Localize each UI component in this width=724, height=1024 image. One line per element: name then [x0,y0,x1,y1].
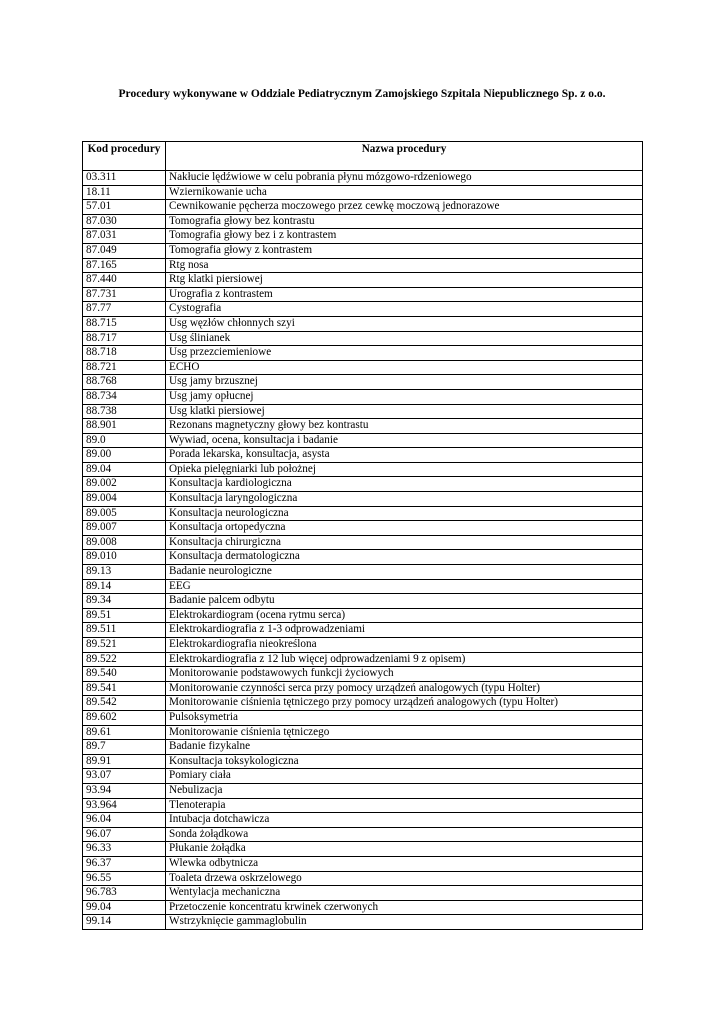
table-row [83,389,643,404]
procedure-name: Porada lekarska, konsultacja, asysta [166,448,643,463]
procedure-code: 89.541 [83,681,166,696]
procedure-name: Tomografia głowy z kontrastem [166,243,643,258]
procedure-name: Usg węzłów chłonnych szyi [166,316,643,331]
table-row [83,579,643,594]
procedure-name: Elektrokardiogram (ocena rytmu serca) [166,608,643,623]
procedure-name: Cystografia [166,302,643,317]
procedure-code: 89.61 [83,725,166,740]
table-row [83,433,643,448]
table-row [83,171,643,186]
table-row [83,798,643,813]
table-row [83,886,643,901]
table-row [83,915,643,930]
procedure-code: 89.7 [83,740,166,755]
table-row [83,681,643,696]
procedure-code: 87.165 [83,258,166,273]
table-row [83,813,643,828]
table-row [83,608,643,623]
procedure-name: Monitorowanie ciśnienia tętniczego przy pomocy urządzeń analogowych (typu Holter) [166,696,643,711]
procedure-code: 89.522 [83,652,166,667]
procedure-name: Monitorowanie czynności serca przy pomocy urządzeń analogowych (typu Holter) [166,681,643,696]
procedure-code: 89.521 [83,638,166,653]
table-row [83,623,643,638]
procedure-name: Rtg nosa [166,258,643,273]
procedure-code: 57.01 [83,200,166,215]
procedure-name: Elektrokardiografia nieokreślona [166,638,643,653]
procedure-code: 89.04 [83,462,166,477]
table-row [83,185,643,200]
procedure-code: 89.34 [83,594,166,609]
table-row [83,448,643,463]
table-row [83,667,643,682]
procedure-code: 88.734 [83,389,166,404]
table-row [83,856,643,871]
procedure-code: 87.030 [83,214,166,229]
procedure-code: 89.0 [83,433,166,448]
procedure-code: 89.004 [83,492,166,507]
header-code: Kod procedury [83,142,166,171]
table-row [83,243,643,258]
table-row [83,258,643,273]
table-row [83,740,643,755]
procedure-name: EEG [166,579,643,594]
procedure-name: Monitorowanie ciśnienia tętniczego [166,725,643,740]
table-row [83,842,643,857]
table-row [83,331,643,346]
procedure-code: 87.049 [83,243,166,258]
procedure-code: 89.602 [83,710,166,725]
procedure-name: Wentylacja mechaniczna [166,886,643,901]
procedure-name: Toaleta drzewa oskrzelowego [166,871,643,886]
procedure-name: Badanie palcem odbytu [166,594,643,609]
procedure-name: Wstrzyknięcie gammaglobulin [166,915,643,930]
procedure-code: 89.002 [83,477,166,492]
procedure-code: 89.005 [83,506,166,521]
procedure-name: Intubacja dotchawicza [166,813,643,828]
table-row [83,550,643,565]
table-row [83,696,643,711]
procedure-name: Elektrokardiografia z 12 lub więcej odprowadzeniami 9 z opisem) [166,652,643,667]
document-title: Procedury wykonywane w Oddziale Pediatrycznym Zamojskiego Szpitala Niepublicznego Sp. z o.o. [118,88,606,100]
procedure-code: 96.33 [83,842,166,857]
procedure-name: Urografia z kontrastem [166,287,643,302]
procedure-name: ECHO [166,360,643,375]
table-row [83,594,643,609]
table-row [83,346,643,361]
procedure-name: Konsultacja ortopedyczna [166,521,643,536]
procedure-name: Opieka pielęgniarki lub położnej [166,462,643,477]
table-row [83,375,643,390]
procedure-code: 88.715 [83,316,166,331]
procedure-code: 93.07 [83,769,166,784]
procedure-code: 89.542 [83,696,166,711]
procedure-name: Konsultacja toksykologiczna [166,754,643,769]
procedure-name: Usg ślinianek [166,331,643,346]
procedure-name: Badanie neurologiczne [166,565,643,580]
procedure-name: Wziernikowanie ucha [166,185,643,200]
table-row [83,871,643,886]
procedure-name: Konsultacja neurologiczna [166,506,643,521]
procedure-code: 96.04 [83,813,166,828]
table-row [83,565,643,580]
procedure-code: 88.718 [83,346,166,361]
procedure-code: 99.14 [83,915,166,930]
procedure-code: 89.511 [83,623,166,638]
procedure-name: Przetoczenie koncentratu krwinek czerwonych [166,900,643,915]
procedure-code: 88.901 [83,419,166,434]
table-row [83,419,643,434]
procedure-code: 89.007 [83,521,166,536]
procedure-name: Usg jamy opłucnej [166,389,643,404]
table-row [83,462,643,477]
table-row [83,725,643,740]
table-body [83,171,643,930]
table-row [83,229,643,244]
procedure-code: 18.11 [83,185,166,200]
procedure-code: 89.13 [83,565,166,580]
procedure-name: Konsultacja laryngologiczna [166,492,643,507]
table-row [83,200,643,215]
procedure-code: 89.008 [83,535,166,550]
procedure-name: Wywiad, ocena, konsultacja i badanie [166,433,643,448]
table-row [83,302,643,317]
table-row [83,754,643,769]
procedure-name: Nakłucie lędźwiowe w celu pobrania płynu mózgowo-rdzeniowego [166,171,643,186]
procedure-name: Monitorowanie podstawowych funkcji życiowych [166,667,643,682]
procedure-code: 96.37 [83,856,166,871]
procedure-name: Wlewka odbytnicza [166,856,643,871]
procedure-name: Pulsoksymetria [166,710,643,725]
header-name: Nazwa procedury [166,142,643,171]
procedure-code: 89.51 [83,608,166,623]
procedure-code: 88.768 [83,375,166,390]
procedure-name: Cewnikowanie pęcherza moczowego przez cewkę moczową jednorazowe [166,200,643,215]
table-row [83,638,643,653]
procedure-code: 03.311 [83,171,166,186]
procedure-code: 96.55 [83,871,166,886]
table-row [83,535,643,550]
procedure-name: Płukanie żołądka [166,842,643,857]
procedure-name: Usg jamy brzusznej [166,375,643,390]
procedures-table [82,141,643,930]
procedure-name: Elektrokardiografia z 1-3 odprowadzeniami [166,623,643,638]
procedure-code: 93.94 [83,783,166,798]
procedure-code: 89.14 [83,579,166,594]
table-row [83,287,643,302]
procedure-code: 87.031 [83,229,166,244]
procedure-code: 89.91 [83,754,166,769]
procedure-code: 96.783 [83,886,166,901]
procedure-name: Konsultacja dermatologiczna [166,550,643,565]
table-row [83,710,643,725]
table-row [83,273,643,288]
procedure-code: 96.07 [83,827,166,842]
procedure-name: Usg klatki piersiowej [166,404,643,419]
table-row [83,652,643,667]
procedure-name: Pomiary ciała [166,769,643,784]
procedure-name: Tomografia głowy bez kontrastu [166,214,643,229]
table-row [83,521,643,536]
procedure-name: Sonda żołądkowa [166,827,643,842]
procedure-code: 87.77 [83,302,166,317]
table-row [83,316,643,331]
table-row [83,769,643,784]
table-row [83,506,643,521]
procedure-code: 88.721 [83,360,166,375]
table-row [83,900,643,915]
procedure-code: 88.738 [83,404,166,419]
procedure-code: 88.717 [83,331,166,346]
procedure-name: Usg przezciemieniowe [166,346,643,361]
table-row [83,492,643,507]
procedure-code: 99.04 [83,900,166,915]
procedure-name: Tlenoterapia [166,798,643,813]
table-row [83,360,643,375]
procedure-code: 89.010 [83,550,166,565]
procedure-code: 89.00 [83,448,166,463]
procedure-name: Tomografia głowy bez i z kontrastem [166,229,643,244]
table-row [83,477,643,492]
procedure-name: Konsultacja chirurgiczna [166,535,643,550]
table-row [83,404,643,419]
table-row [83,214,643,229]
procedure-name: Konsultacja kardiologiczna [166,477,643,492]
procedure-name: Nebulizacja [166,783,643,798]
procedure-name: Badanie fizykalne [166,740,643,755]
procedure-code: 87.440 [83,273,166,288]
procedure-name: Rtg klatki piersiowej [166,273,643,288]
procedure-code: 89.540 [83,667,166,682]
procedure-code: 87.731 [83,287,166,302]
table-header-row [83,142,643,171]
table-row [83,783,643,798]
procedure-name: Rezonans magnetyczny głowy bez kontrastu [166,419,643,434]
table-row [83,827,643,842]
procedure-code: 93.964 [83,798,166,813]
